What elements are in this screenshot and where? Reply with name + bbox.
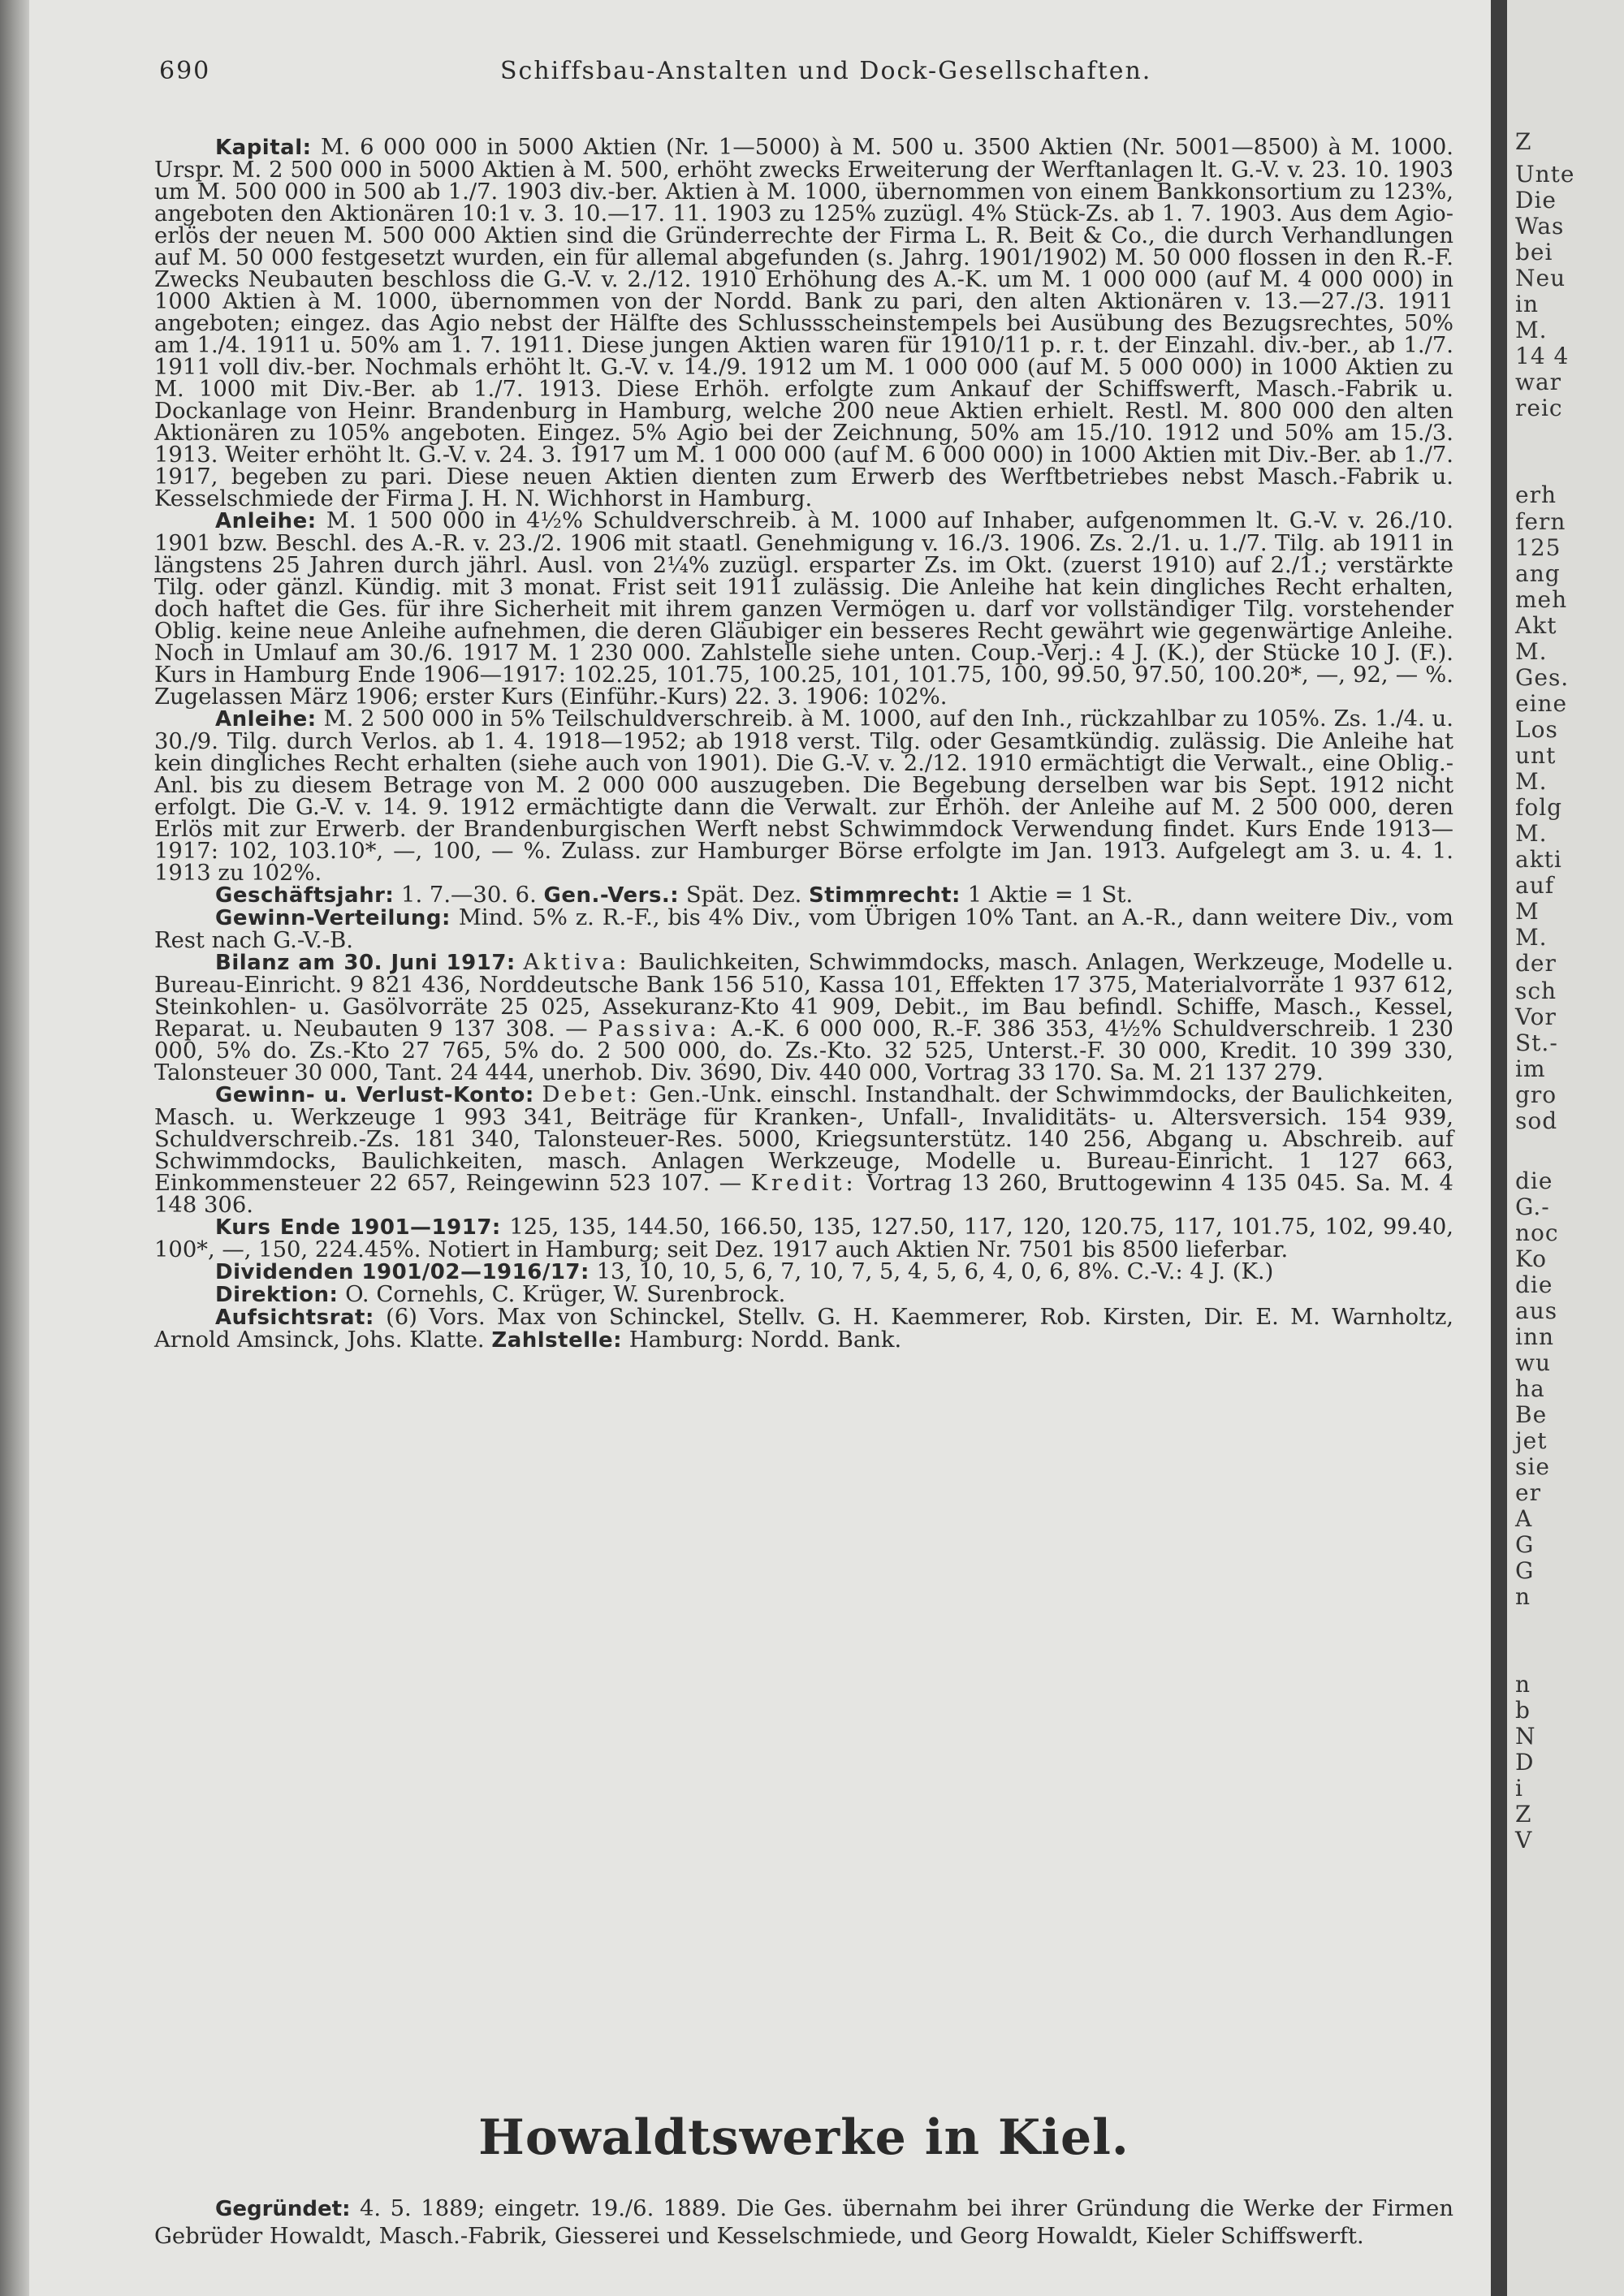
adjacent-page-text-fragment: Z [1515,128,1532,155]
adjacent-page-text-fragment: akti [1515,846,1562,873]
adjacent-page-fragment [1507,0,1624,2296]
section-label: Direktion: [215,1283,339,1307]
anleihe-2-paragraph: Anleihe: M. 2 500 000 in 5% Teilschuldverschreib. à M. 1000, auf den Inh., rückzahlbar zu 105%. Zs. 1./4. u. 30./9. Tilg. durch Verlos. ab 1. 4. 1918—1952; ab 1918 verst. Tilg. oder Gesamtkündig. zulässig. Die Anleihe hat kein dingliches Recht erhalten (siehe auch von 1901). Die G.-V. v. 2./12. 1910 ermächtigt die Verwalt., eine Oblig.-Anl. bis zu diesem Betrage von M. 2 000 000 auszugeben. Die Begebung derselben war bis Sept. 1912 nicht erfolgt. Die G.-V. v. 14. 9. 1912 ermächtigte dann die Verwalt. zur Erhöh. der Anleihe auf M. 2 500 000, deren Erlös mit zur Erwerb. der Brandenburgischen Werft nebst Schwimmdock Verwendung findet. Kurs Ende 1913—1917: 102, 103.10*, —, 100, — %. Zulass. zur Hamburger Börse erfolgte im Jan. 1913. Aufgelegt am 3. u. 4. 1. 1913 zu 102%. [154,706,1453,886]
adjacent-page-text-fragment: 125 [1515,534,1561,561]
section-label: Gewinn- u. Verlust-Konto: [215,1083,534,1107]
founded-paragraph: Gegründet: 4. 5. 1889; eingetr. 19./6. 1889. Die Ges. übernahm bei ihrer Gründung die Werke der Firmen Gebrüder Howaldt, Masch.-Fabrik, Giesserei und Kesselschmiede, und Georg Howaldt, Kieler Schiffswerft. [154,2196,1453,2249]
adjacent-page-text-fragment: St.- [1515,1029,1558,1056]
direktion-paragraph: Direktion: O. Cornehls, C. Krüger, W. Surenbrock. [215,1282,786,1307]
adjacent-page-text-fragment: A [1515,1505,1533,1532]
section-label: Anleihe: [215,707,317,732]
page-gutter [1491,0,1507,2296]
adjacent-page-text-fragment: die [1515,1167,1553,1194]
section-label: Geschäftsjahr: [215,883,395,908]
adjacent-page-text-fragment: Be [1515,1401,1548,1428]
founded-section [154,2195,1453,2250]
adjacent-page-text-fragment: in [1515,291,1539,317]
adjacent-page-text-fragment: fern [1515,508,1566,535]
adjacent-page-text-fragment: aus [1515,1297,1558,1324]
kurs-paragraph: Kurs Ende 1901—1917: 125, 135, 144.50, 166.50, 135, 127.50, 117, 120, 120.75, 117, 101.75, 102, 99.40, 100*, —, 150, 224.45%. Notiert in Hamburg; seit Dez. 1917 auch Aktien Nr. 7501 bis 8500 lieferbar. [154,1215,1453,1262]
adjacent-page-text-fragment: sie [1515,1453,1550,1480]
adjacent-page-text-fragment: wu [1515,1349,1551,1376]
adjacent-page-text-fragment: M. [1515,317,1548,343]
geschaeftsjahr-paragraph: Geschäftsjahr: 1. 7.—30. 6. Gen.-Vers.: Spät. Dez. Stimmrecht: 1 Aktie = 1 St. [215,883,1134,908]
adjacent-page-text-fragment: er [1515,1479,1541,1506]
adjacent-page-text-fragment: M [1515,898,1540,925]
section-label: Gen.-Vers.: [543,883,680,908]
adjacent-page-text-fragment: M. [1515,768,1548,795]
adjacent-page-text-fragment: i [1515,1775,1523,1802]
page-header [159,57,1475,97]
adjacent-page-text-fragment: Akt [1515,612,1557,639]
aufsichtsrat-paragraph: Aufsichtsrat: (6) Vors. Max von Schinckel, Stellv. G. H. Kaemmerer, Rob. Kirsten, Dir. E. M. Warnholtz, Arnold Amsinck, Johs. Klatte. Zahlstelle: Hamburg: Nordd. Bank. [154,1305,1453,1353]
adjacent-page-text-fragment: jet [1515,1427,1548,1454]
adjacent-page-text-fragment: G [1515,1531,1535,1558]
anleihe-1-paragraph: Anleihe: M. 1 500 000 in 4½% Schuldverschreib. à M. 1000 auf Inhaber, aufgenommen lt. G.-V. v. 26./10. 1901 bzw. Beschl. des A.-R. v. 23./2. 1906 mit staatl. Genehmigung v. 16./3. 1906. Zs. 2./1. u. 1./7. Tilg. ab 1911 in längstens 25 Jahren durch jährl. Ausl. von 2¼% zuzügl. ersparter Zs. im Okt. (zuerst 1910) auf 2./1.; verstärkte Tilg. oder gänzl. Kündig. mit 3 monat. Frist seit 1911 zulässig. Die Anleihe hat kein dingliches Recht erhalten, doch haftet die Ges. für ihre Sicherheit mit ihrem ganzen Vermögen u. darf vor vollständiger Tilg. vorstehender Oblig. keine neue Anleihe aufnehmen, die deren Gläubiger ein besseres Recht gewährt wie gegenwärtige Anleihe. Noch in Umlauf am 30./6. 1917 M. 1 230 000. Zahlstelle siehe unten. Coup.-Verj.: 4 J. (K.), der Stücke 10 J. (F.). Kurs in Hamburg Ende 1906—1917: 102.25, 101.75, 100.25, 101, 101.75, 100, 99.50, 97.50, 100.20*, —, 92, — %. Zugelassen März 1906; erster Kurs (Einführ.-Kurs) 22. 3. 1906: 102%. [154,508,1453,710]
adjacent-page-text-fragment: noc [1515,1219,1559,1246]
adjacent-page-text-fragment: meh [1515,586,1568,613]
adjacent-page-text-fragment: V [1515,1827,1533,1854]
adjacent-page-text-fragment: gro [1515,1081,1557,1108]
adjacent-page-text-fragment: folg [1515,794,1563,821]
adjacent-page-text-fragment: Z [1515,1801,1532,1828]
adjacent-page-text-fragment: auf [1515,872,1555,899]
gewinn-verteilung-paragraph: Gewinn-Verteilung: Mind. 5% z. R.-F., bis 4% Div., vom Übrigen 10% Tant. an A.-R., dann weitere Div., vom Rest nach G.-V.-B. [154,905,1453,953]
adjacent-page-text-fragment: reic [1515,395,1563,421]
running-title: Schiffsbau-Anstalten und Dock-Gesellschaften. [500,57,1152,85]
adjacent-page-text-fragment: im [1515,1055,1546,1082]
adjacent-page-text-fragment: inn [1515,1323,1555,1350]
adjacent-page-text-fragment: M. [1515,638,1548,665]
section-label: Kapital: [215,136,312,160]
adjacent-page-text-fragment: b [1515,1697,1531,1724]
gewinn-verlust-paragraph: Gewinn- u. Verlust-Konto: Debet: Gen.-Unk. einschl. Instandhalt. der Schwimmdocks, der Baulichkeiten, Masch. u. Werkzeuge 1 993 341, Beiträge für Kranken-, Unfall-, Invaliditäts- u. Altersversich. 154 939, Schuldverschreib.-Zs. 181 340, Talonsteuer-Res. 5000, Kriegsunterstütz. 140 256, Abgang u. Abschreib. auf Schwimmdocks, Baulichkeiten, masch. Anlagen Werkzeuge, Modelle u. Bureau-Einricht. 1 127 663, Einkommensteuer 22 657, Reingewinn 523 107. — Kredit: Vortrag 13 260, Bruttogewinn 4 135 045. Sa. M. 4 148 306. [154,1082,1453,1218]
adjacent-page-text-fragment: G [1515,1557,1535,1584]
section-label: Zahlstelle: [491,1328,623,1353]
scan-binding-shadow [0,0,29,2296]
section-label: Gegründet: [215,2197,351,2221]
company-title: Howaldtswerke in Kiel. [478,2109,1129,2166]
adjacent-page-text-fragment: Was [1515,213,1565,240]
adjacent-page-text-fragment: Ko [1515,1245,1548,1272]
section-label: Gewinn-Verteilung: [215,906,451,930]
bilanz-paragraph: Bilanz am 30. Juni 1917: Aktiva: Baulichkeiten, Schwimmdocks, masch. Anlagen, Werkzeuge, Modelle u. Bureau-Einricht. 9 821 436, Norddeutsche Bank 156 510, Kassa 101, Effekten 17 375, Materialvorräte 1 937 612, Steinkohlen- u. Gasölvorräte 25 025, Assekuranz-Kto 41 909, Debit., im Bau befindl. Schiffe, Masch., Kessel, Reparat. u. Neubauten 9 137 308. — Passiva: A.-K. 6 000 000, R.-F. 386 353, 4½% Schuldverschreib. 1 230 000, 5% do. Zs.-Kto 27 765, 5% do. 2 500 000, do. Zs.-Kto. 32 525, Unterst.-F. 30 000, Kredit. 10 399 330, Talonsteuer 30 000, Tant. 24 444, unerhob. Div. 3690, Div. 440 000, Vortrag 33 170. Sa. M. 21 137 279. [154,950,1453,1085]
adjacent-page-text-fragment: der [1515,950,1557,977]
adjacent-page-text-fragment: ang [1515,560,1561,587]
kapital-paragraph: Kapital: M. 6 000 000 in 5000 Aktien (Nr. 1—5000) à M. 500 u. 3500 Aktien (Nr. 5001—8500) à M. 1000. Urspr. M. 2 500 000 in 5000 Aktien à M. 500, erhöht zwecks Erweiterung der Werftanlagen lt. G.-V. v. 23. 10. 1903 um M. 500 000 in 500 ab 1./7. 1903 div.-ber. Aktien à M. 1000, übernommen von einem Bankkonsortium zu 123%, angeboten den Aktionären 10:1 v. 3. 10.—17. 11. 1903 zu 125% zuzügl. 4% Stück-Zs. ab 1. 7. 1903. Aus dem Agio-erlös der neuen M. 500 000 Aktien sind die Gründerrechte der Firma L. R. Beit & Co., die durch Verhandlungen auf M. 50 000 festgesetzt wurden, ein für allemal abgefunden (s. Jahrg. 1901/1902) M. 50 000 flossen in den R.-F. Zwecks Neubauten beschloss die G.-V. v. 2./12. 1910 Erhöhung des A.-K. um M. 1 000 000 (auf M. 4 000 000) in 1000 Aktien à M. 1000, übernommen von der Nordd. Bank zu pari, den alten Aktionären v. 13.—27./3. 1911 angeboten; eingez. das Agio nebst der Hälfte des Schlussscheinstempels bei Ausübung des Bezugsrechtes, 50% am 1./4. 1911 u. 50% am 1. 7. 1911. Diese jungen Aktien waren für 1910/11 p. r. t. der Einzahl. div.-ber., ab 1./7. 1911 voll div.-ber. Nochmals erhöht lt. G.-V. v. 14./9. 1912 um M. 1 000 000 (auf M. 5 000 000) in 1000 Aktien zu M. 1000 mit Div.-Ber. ab 1./7. 1913. Diese Erhöh. erfolgte zum Ankauf der Schiffswerft, Masch.-Fabrik u. Dockanlage von Heinr. Brandenburg in Hamburg, welche 200 neue Aktien erhielt. Restl. M. 800 000 den alten Aktionären zu 105% angeboten. Eingez. 5% Agio bei der Zeichnung, 50% am 15./10. 1912 und 50% am 15./3. 1913. Weiter erhöht lt. G.-V. v. 24. 3. 1917 um M. 1 000 000 (auf M. 6 000 000) in 1000 Aktien mit Div.-Ber. ab 1./7. 1917, begeben zu pari. Diese neuen Aktien dienten zum Erwerb des Werftbetriebes nebst Masch.-Fabrik u. Kesselschmiede der Firma J. H. N. Wichhorst in Hamburg. [154,135,1453,511]
adjacent-page-text-fragment: ha [1515,1375,1545,1402]
adjacent-page-text-fragment: D [1515,1749,1535,1776]
adjacent-page-text-fragment: sod [1515,1107,1558,1134]
adjacent-page-text-fragment: Vor [1515,1003,1557,1030]
adjacent-page-text-fragment: erh [1515,481,1557,508]
section-label: Stimmrecht: [809,883,961,908]
page-number: 690 [159,57,211,85]
adjacent-page-text-fragment: M. [1515,924,1548,951]
adjacent-page-text-fragment: die [1515,1271,1553,1298]
adjacent-page-text-fragment: war [1515,369,1562,395]
adjacent-page-text-fragment: Unte [1515,161,1575,188]
adjacent-page-text-fragment: N [1515,1723,1536,1750]
section-label: Anleihe: [215,509,317,533]
section-label: Dividenden 1901/02—1916/17: [215,1260,590,1284]
adjacent-page-text-fragment: unt [1515,742,1557,769]
adjacent-page-text-fragment: eine [1515,690,1568,717]
adjacent-page-text-fragment: Neu [1515,265,1566,291]
section-label: Kurs Ende 1901—1917: [215,1215,501,1240]
adjacent-page-text-fragment: M. [1515,820,1548,847]
adjacent-page-text-fragment: Los [1515,716,1558,743]
company-entry-text [154,136,1453,1352]
adjacent-page-text-fragment: bei [1515,239,1553,265]
adjacent-page-text-fragment: Ges. [1515,664,1570,691]
adjacent-page-text-fragment: Die [1515,187,1557,214]
adjacent-page-text-fragment: n [1515,1671,1531,1698]
adjacent-page-text-fragment: 14 4 [1515,343,1570,369]
section-label: Bilanz am 30. Juni 1917: [215,951,516,975]
section-label: Aufsichtsrat: [215,1306,374,1330]
dividenden-paragraph: Dividenden 1901/02—1916/17: 13, 10, 10, 5, 6, 7, 10, 7, 5, 4, 5, 6, 4, 0, 6, 8%. C.-V.: 4 J. (K.) [215,1259,1274,1284]
adjacent-page-text-fragment: sch [1515,978,1557,1004]
adjacent-page-text-fragment: n [1515,1583,1531,1610]
adjacent-page-text-fragment: G.- [1515,1193,1550,1220]
